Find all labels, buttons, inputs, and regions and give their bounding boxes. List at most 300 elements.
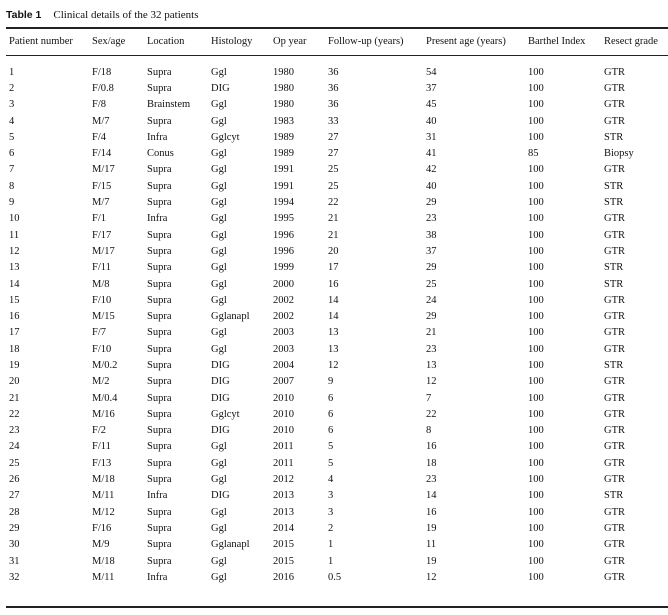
table-row <box>6 374 668 390</box>
table-cell: 23 <box>426 213 437 225</box>
table-row <box>6 471 668 487</box>
table-cell: 100 <box>528 197 544 209</box>
table-cell: 16 <box>426 506 437 518</box>
table-cell: 100 <box>528 425 544 437</box>
table-cell: GTR <box>604 408 625 420</box>
table-cell: 6 <box>9 148 15 160</box>
table-cell: 100 <box>528 229 544 241</box>
table-cell: F/15 <box>92 180 112 192</box>
table-cell: Supra <box>147 408 172 420</box>
table-cell: 2013 <box>273 490 294 502</box>
table-cell: 100 <box>528 506 544 518</box>
table-cell: 17 <box>9 327 20 339</box>
table-cell: 29 <box>426 197 437 209</box>
table-cell: 29 <box>9 522 20 534</box>
table-cell: DIG <box>211 392 230 404</box>
table-cell: DIG <box>211 490 230 502</box>
table-cell: GTR <box>604 66 625 78</box>
table-cell: 2012 <box>273 474 294 486</box>
table-cell: 54 <box>426 66 437 78</box>
table-cell: 100 <box>528 245 544 257</box>
table-cell: 25 <box>328 164 339 176</box>
table-cell: 2011 <box>273 441 294 453</box>
table-cell: GTR <box>604 327 625 339</box>
table-row <box>6 55 668 80</box>
table-cell: 1991 <box>273 180 294 192</box>
table-cell: STR <box>604 490 624 502</box>
table-cell: 25 <box>328 180 339 192</box>
table-cell: F/7 <box>92 327 107 339</box>
table-cell: 36 <box>328 99 339 111</box>
table-cell: 23 <box>426 474 437 486</box>
table-cell: Ggl <box>211 294 227 306</box>
table-cell: M/11 <box>92 571 115 583</box>
table-cell: M/7 <box>92 115 110 127</box>
table-cell: 22 <box>9 408 20 420</box>
table-cell: 100 <box>528 115 544 127</box>
table-cell: Supra <box>147 311 172 323</box>
table-cell: 6 <box>328 425 334 437</box>
table-row <box>6 227 668 243</box>
table-cell: 13 <box>328 327 339 339</box>
table-cell: 2010 <box>273 408 294 420</box>
table-cell: 2 <box>328 522 334 534</box>
table-cell: STR <box>604 278 624 290</box>
table-cell: Supra <box>147 115 172 127</box>
table-cell: Ggl <box>211 197 227 209</box>
table-cell: 4 <box>9 115 15 127</box>
table-cell: 100 <box>528 262 544 274</box>
table-cell: 25 <box>9 457 20 469</box>
table-cell: 13 <box>328 343 339 355</box>
table-cell: F/18 <box>92 66 112 78</box>
table-cell: Ggl <box>211 245 227 257</box>
table-cell: 7 <box>426 392 432 404</box>
table-cell: 1995 <box>273 213 294 225</box>
table-cell: 16 <box>426 441 437 453</box>
table-cell: GTR <box>604 311 625 323</box>
table-row <box>6 504 668 520</box>
table-cell: 21 <box>9 392 20 404</box>
table-cell: 5 <box>328 457 334 469</box>
table-row <box>6 145 668 161</box>
table-row <box>6 80 668 96</box>
table-cell: GTR <box>604 294 625 306</box>
table-cell: Supra <box>147 522 172 534</box>
table-cell: STR <box>604 131 624 143</box>
table-cell: 14 <box>426 490 437 502</box>
table-cell: 17 <box>328 262 339 274</box>
table-cell: 100 <box>528 441 544 453</box>
table-cell: F/10 <box>92 343 112 355</box>
table-cell: 16 <box>9 311 20 323</box>
table-cell: GTR <box>604 555 625 567</box>
table-cell: 2010 <box>273 425 294 437</box>
table-cell: 100 <box>528 408 544 420</box>
table-cell: F/16 <box>92 522 112 534</box>
table-cell: 8 <box>9 180 15 192</box>
table-cell: Supra <box>147 245 172 257</box>
table-cell: Ggl <box>211 115 227 127</box>
table-cell: 100 <box>528 213 544 225</box>
table-cell: Supra <box>147 82 172 94</box>
table-cell: 18 <box>9 343 20 355</box>
table-cell: 5 <box>9 131 15 143</box>
table-cell: 12 <box>426 376 437 388</box>
table-cell: STR <box>604 197 624 209</box>
table-cell: GTR <box>604 425 625 437</box>
table-cell: 100 <box>528 99 544 111</box>
table-cell: GTR <box>604 392 625 404</box>
table-cell: Supra <box>147 457 172 469</box>
table-cell: 19 <box>9 359 20 371</box>
column-header: Op year <box>273 36 307 47</box>
table-row <box>6 276 668 292</box>
table-cell: 8 <box>426 425 432 437</box>
table-cell: 21 <box>328 229 339 241</box>
table-row <box>6 553 668 569</box>
table-body <box>6 55 668 586</box>
table-cell: Gglanapl <box>211 311 250 323</box>
table-cell: 0.5 <box>328 571 342 583</box>
table-cell: GTR <box>604 457 625 469</box>
table-cell: STR <box>604 359 624 371</box>
table-cell: M/9 <box>92 539 110 551</box>
column-header: Histology <box>211 36 253 47</box>
table-cell: 100 <box>528 311 544 323</box>
table-row <box>6 390 668 406</box>
table-cell: 27 <box>9 490 20 502</box>
table-cell: 37 <box>426 245 437 257</box>
table-cell: 2004 <box>273 359 294 371</box>
table-cell: M/7 <box>92 197 110 209</box>
table-cell: 23 <box>426 343 437 355</box>
table-row <box>6 292 668 308</box>
table-cell: 14 <box>328 294 339 306</box>
table-cell: GTR <box>604 522 625 534</box>
table-cell: 11 <box>9 229 20 241</box>
table-cell: M/0.2 <box>92 359 118 371</box>
table-cell: Ggl <box>211 229 227 241</box>
table-row <box>6 341 668 357</box>
table-cell: M/17 <box>92 164 115 176</box>
table-cell: 19 <box>426 555 437 567</box>
table-cell: 41 <box>426 148 437 160</box>
table-cell: 100 <box>528 392 544 404</box>
table-cell: 6 <box>328 408 334 420</box>
table-cell: 18 <box>426 457 437 469</box>
table-row <box>6 162 668 178</box>
table-cell: 1999 <box>273 262 294 274</box>
table-cell: GTR <box>604 343 625 355</box>
table-cell: 100 <box>528 294 544 306</box>
table-cell: 2015 <box>273 539 294 551</box>
table-cell: 100 <box>528 66 544 78</box>
table-cell: DIG <box>211 359 230 371</box>
table-cell: 12 <box>328 359 339 371</box>
table-cell: F/2 <box>92 425 107 437</box>
table-cell: 22 <box>426 408 437 420</box>
table-cell: 2 <box>9 82 15 94</box>
table-cell: F/8 <box>92 99 107 111</box>
table-row <box>6 113 668 129</box>
table-cell: 42 <box>426 164 437 176</box>
table-cell: Gglcyt <box>211 408 240 420</box>
table-cell: 38 <box>426 229 437 241</box>
table-cell: GTR <box>604 571 625 583</box>
table-row <box>6 537 668 553</box>
table-cell: Ggl <box>211 327 227 339</box>
table-cell: Ggl <box>211 164 227 176</box>
table-cell: 2002 <box>273 311 294 323</box>
table-title: Clinical details of the 32 patients <box>53 9 199 21</box>
table-cell: 2003 <box>273 327 294 339</box>
table-cell: GTR <box>604 474 625 486</box>
table-cell: Ggl <box>211 506 227 518</box>
table-cell: M/8 <box>92 278 110 290</box>
table-cell: 1980 <box>273 99 294 111</box>
table-cell: F/10 <box>92 294 112 306</box>
table-cell: 2013 <box>273 506 294 518</box>
table-cell: Infra <box>147 571 168 583</box>
table-cell: 24 <box>426 294 437 306</box>
table-row <box>6 97 668 113</box>
table-cell: 100 <box>528 555 544 567</box>
table-cell: 20 <box>328 245 339 257</box>
table-cell: GTR <box>604 245 625 257</box>
table-cell: Ggl <box>211 522 227 534</box>
table-row <box>6 569 668 585</box>
table-cell: 100 <box>528 474 544 486</box>
table-cell: F/13 <box>92 457 112 469</box>
column-header: Sex/age <box>92 36 126 47</box>
clinical-details-table <box>6 28 668 586</box>
column-header: Patient number <box>9 36 73 47</box>
table-cell: 2014 <box>273 522 294 534</box>
table-cell: GTR <box>604 99 625 111</box>
table-cell: Supra <box>147 164 172 176</box>
bottom-rule <box>6 606 668 608</box>
column-header: Resect grade <box>604 36 658 47</box>
table-cell: GTR <box>604 164 625 176</box>
table-cell: 100 <box>528 278 544 290</box>
table-cell: 21 <box>426 327 437 339</box>
table-cell: 100 <box>528 490 544 502</box>
table-cell: Supra <box>147 343 172 355</box>
table-cell: 2000 <box>273 278 294 290</box>
table-cell: 21 <box>328 213 339 225</box>
table-cell: 31 <box>9 555 20 567</box>
table-cell: 4 <box>328 474 334 486</box>
table-cell: 1 <box>328 539 334 551</box>
table-cell: Ggl <box>211 99 227 111</box>
table-cell: 13 <box>9 262 20 274</box>
table-row <box>6 211 668 227</box>
table-cell: 1980 <box>273 82 294 94</box>
table-cell: STR <box>604 262 624 274</box>
table-row <box>6 194 668 210</box>
table-cell: 29 <box>426 311 437 323</box>
table-cell: STR <box>604 180 624 192</box>
table-cell: M/18 <box>92 555 115 567</box>
table-cell: 14 <box>9 278 20 290</box>
table-cell: 1991 <box>273 164 294 176</box>
table-cell: 45 <box>426 99 437 111</box>
table-caption <box>6 9 199 21</box>
table-cell: 1989 <box>273 131 294 143</box>
table-cell: 30 <box>9 539 20 551</box>
table-cell: 100 <box>528 180 544 192</box>
table-cell: Gglanapl <box>211 539 250 551</box>
table-cell: 37 <box>426 82 437 94</box>
table-cell: 5 <box>328 441 334 453</box>
table-row <box>6 178 668 194</box>
table-cell: 1 <box>9 66 15 78</box>
table-cell: GTR <box>604 213 625 225</box>
table-cell: 1 <box>328 555 334 567</box>
table-cell: Supra <box>147 327 172 339</box>
table-cell: M/18 <box>92 474 115 486</box>
table-cell: 33 <box>328 115 339 127</box>
table-cell: M/17 <box>92 245 115 257</box>
table-cell: Ggl <box>211 213 227 225</box>
table-cell: Supra <box>147 262 172 274</box>
table-row <box>6 129 668 145</box>
table-cell: 22 <box>328 197 339 209</box>
table-cell: 12 <box>9 245 20 257</box>
table-cell: 100 <box>528 571 544 583</box>
table-cell: 28 <box>9 506 20 518</box>
table-cell: Ggl <box>211 66 227 78</box>
table-cell: Ggl <box>211 457 227 469</box>
table-cell: GTR <box>604 376 625 388</box>
column-header: Barthel Index <box>528 36 586 47</box>
table-cell: M/11 <box>92 490 115 502</box>
table-cell: 100 <box>528 131 544 143</box>
table-cell: 2003 <box>273 343 294 355</box>
table-row <box>6 325 668 341</box>
table-cell: 3 <box>328 490 334 502</box>
table-cell: 100 <box>528 164 544 176</box>
table-cell: Supra <box>147 180 172 192</box>
table-cell: 1989 <box>273 148 294 160</box>
table-cell: 3 <box>328 506 334 518</box>
table-cell: 2011 <box>273 457 294 469</box>
table-cell: 9 <box>9 197 15 209</box>
table-cell: 1996 <box>273 245 294 257</box>
table-cell: Supra <box>147 392 172 404</box>
table-cell: F/11 <box>92 262 111 274</box>
table-cell: 100 <box>528 376 544 388</box>
table-cell: 100 <box>528 457 544 469</box>
table-cell: 11 <box>426 539 437 551</box>
table-cell: 31 <box>426 131 437 143</box>
table-cell: Supra <box>147 278 172 290</box>
table-cell: Ggl <box>211 148 227 160</box>
table-cell: 20 <box>9 376 20 388</box>
table-row <box>6 308 668 324</box>
table-cell: 23 <box>9 425 20 437</box>
table-cell: 12 <box>426 571 437 583</box>
table-cell: Biopsy <box>604 148 634 160</box>
table-cell: GTR <box>604 441 625 453</box>
table-cell: Brainstem <box>147 99 191 111</box>
table-cell: F/17 <box>92 229 112 241</box>
table-cell: 100 <box>528 522 544 534</box>
table-row <box>6 357 668 373</box>
table-cell: Supra <box>147 555 172 567</box>
table-cell: 26 <box>9 474 20 486</box>
table-cell: 14 <box>328 311 339 323</box>
table-row <box>6 439 668 455</box>
table-cell: Ggl <box>211 262 227 274</box>
table-cell: 3 <box>9 99 15 111</box>
table-cell: 24 <box>9 441 20 453</box>
table-row <box>6 260 668 276</box>
table-cell: 27 <box>328 131 339 143</box>
table-cell: Supra <box>147 376 172 388</box>
table-cell: Supra <box>147 425 172 437</box>
table-cell: M/2 <box>92 376 110 388</box>
table-row <box>6 406 668 422</box>
table-cell: Ggl <box>211 571 227 583</box>
table-cell: 36 <box>328 82 339 94</box>
table-cell: Infra <box>147 213 168 225</box>
table-cell: 1996 <box>273 229 294 241</box>
table-cell: Supra <box>147 197 172 209</box>
table-cell: F/14 <box>92 148 112 160</box>
table-label: Table 1 <box>6 9 42 21</box>
column-header: Present age (years) <box>426 36 506 47</box>
table-cell: DIG <box>211 82 230 94</box>
table-cell: Ggl <box>211 343 227 355</box>
table-cell: 10 <box>9 213 20 225</box>
table-cell: Supra <box>147 66 172 78</box>
table-row <box>6 455 668 471</box>
table-cell: 32 <box>9 571 20 583</box>
table-cell: 100 <box>528 539 544 551</box>
table-cell: 1994 <box>273 197 294 209</box>
table-cell: 15 <box>9 294 20 306</box>
table-cell: 25 <box>426 278 437 290</box>
table-cell: Supra <box>147 474 172 486</box>
table-cell: 2007 <box>273 376 294 388</box>
table-cell: 40 <box>426 180 437 192</box>
table-cell: 2015 <box>273 555 294 567</box>
table-cell: GTR <box>604 506 625 518</box>
table-row <box>6 243 668 259</box>
header-row <box>6 28 668 55</box>
table-cell: 2002 <box>273 294 294 306</box>
table-cell: Ggl <box>211 474 227 486</box>
table-cell: GTR <box>604 115 625 127</box>
table-cell: M/0.4 <box>92 392 118 404</box>
table-cell: 7 <box>9 164 15 176</box>
table-cell: 2016 <box>273 571 294 583</box>
table-cell: F/0.8 <box>92 82 114 94</box>
table-cell: 100 <box>528 327 544 339</box>
table-cell: DIG <box>211 376 230 388</box>
table-cell: 85 <box>528 148 539 160</box>
table-cell: 2010 <box>273 392 294 404</box>
table-cell: Gglcyt <box>211 131 240 143</box>
table-cell: Infra <box>147 490 168 502</box>
table-cell: 1983 <box>273 115 294 127</box>
table-cell: 6 <box>328 392 334 404</box>
table-cell: Ggl <box>211 441 227 453</box>
table-cell: Supra <box>147 229 172 241</box>
table-cell: 100 <box>528 359 544 371</box>
